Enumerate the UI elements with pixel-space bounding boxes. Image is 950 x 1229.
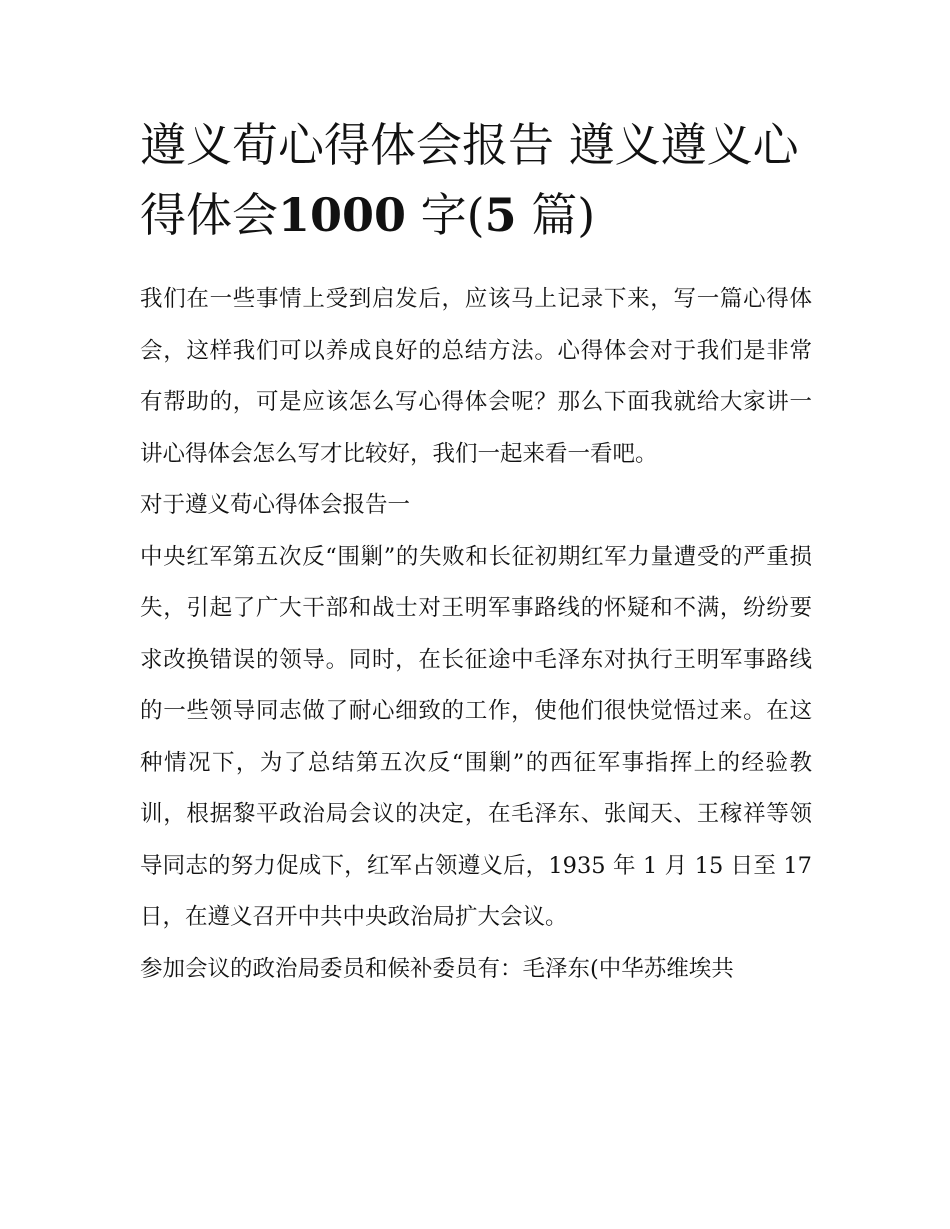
body-paragraph: 中央红军第五次反“围剿”的失败和长征初期红军力量遭受的严重损失，引起了广大干部和战士对王明军事路线的怀疑和不满，纷纷要求改换错误的领导。同时，在长征途中毛泽东对执行王明军事路线的一些领导同志做了耐心细致的工作，使他们很快觉悟过来。在这种情况下，为了总结第五次反“围剿”的西征军事指挥上的经验教训，根据黎平政治局会议的决定，在毛泽东、张闻天、王稼祥等领导同志的努力促成下，红军占领遵义后，1935 年 1 月 15 日至 17 日，在遵义召开中共中央政治局扩大会议。 bbox=[140, 543, 812, 930]
title-part-2: 1000 bbox=[278, 188, 407, 242]
intro-paragraph: 我们在一些事情上受到启发后，应该马上记录下来，写一篇心得体会，这样我们可以养成良好的总结方法。心得体会对于我们是非常有帮助的，可是应该怎么写心得体会呢？那么下面我就给大家讲一讲心得体会怎么写才比较好，我们一起来看一看吧。 bbox=[140, 286, 812, 467]
title-part-5: 篇) bbox=[516, 188, 596, 242]
title-part-4: 5 bbox=[484, 188, 517, 242]
document-page bbox=[140, 110, 812, 995]
title-part-3: 字( bbox=[406, 188, 485, 242]
document-title bbox=[140, 110, 812, 250]
body-paragraph-continued: 参加会议的政治局委员和候补委员有：毛泽东(中华苏维埃共 bbox=[140, 955, 734, 982]
section-heading: 对于遵义荀心得体会报告一 bbox=[140, 492, 411, 518]
title-part-1: 遵义荀心得体会报告 遵义遵义心得体会 bbox=[140, 118, 799, 242]
